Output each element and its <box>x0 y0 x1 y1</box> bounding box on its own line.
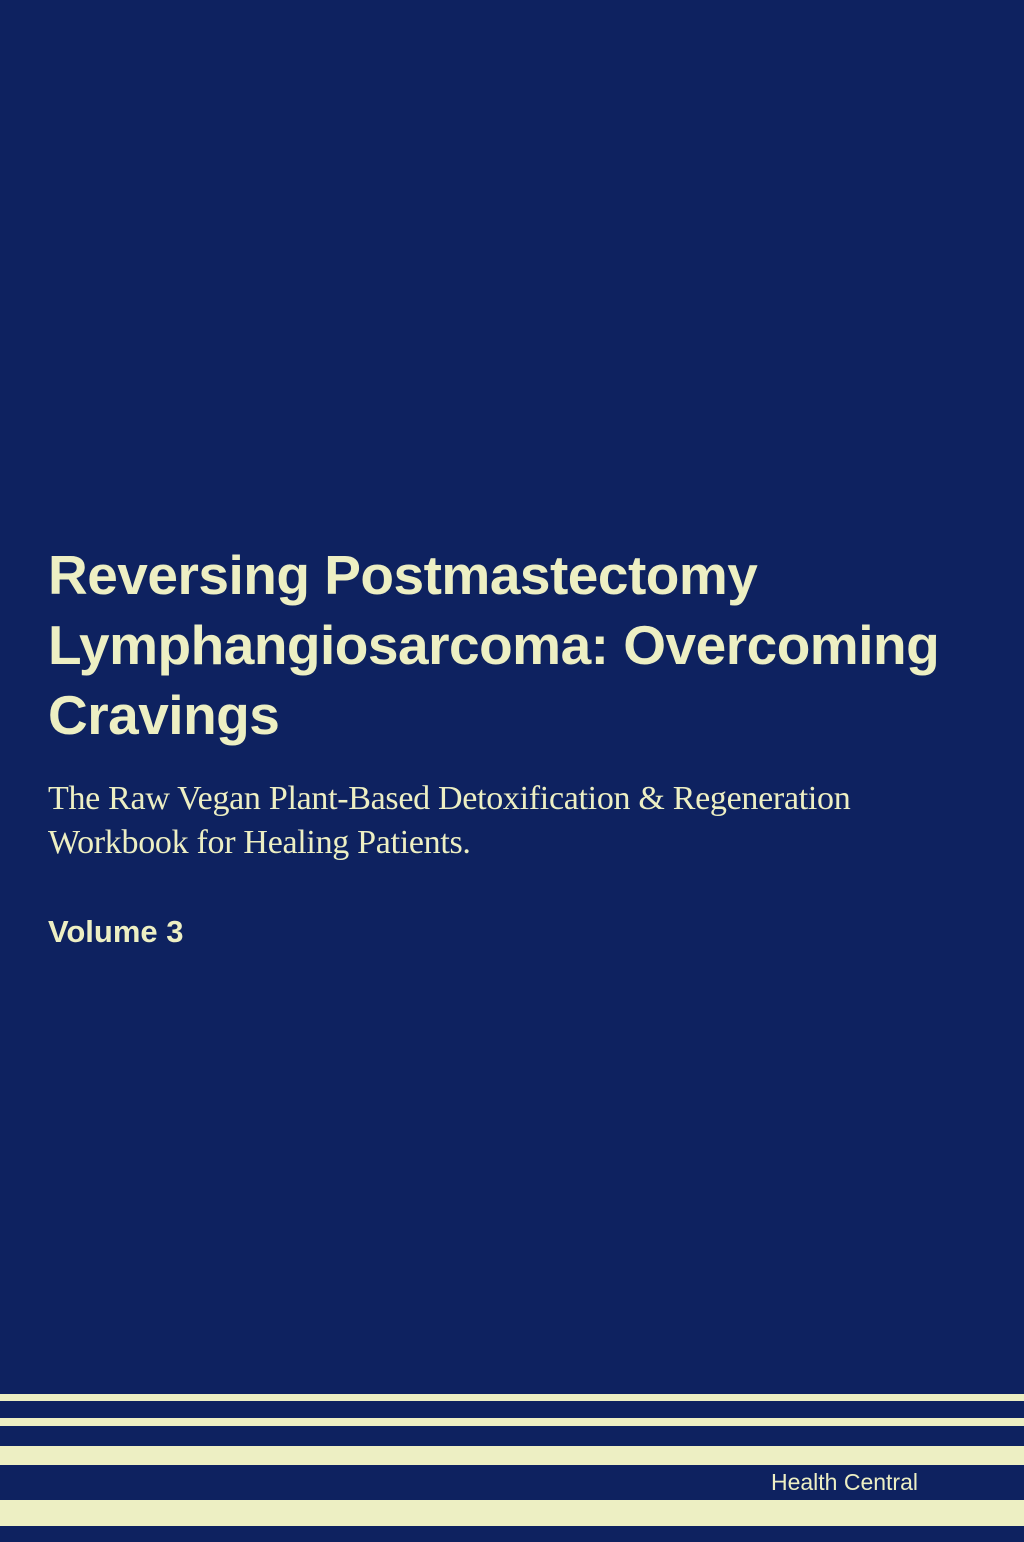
footer-stripe <box>0 1426 1024 1446</box>
book-title-line-3: Cravings <box>48 684 280 746</box>
footer-stripe <box>0 1394 1024 1401</box>
footer-stripe <box>0 1526 1024 1542</box>
footer-stripe <box>0 1418 1024 1426</box>
footer-stripe <box>0 1401 1024 1418</box>
publisher-name: Health Central <box>770 1469 918 1495</box>
book-title-line-1: Reversing Postmastectomy <box>48 544 758 606</box>
book-subtitle-line-1: The Raw Vegan Plant-Based Detoxification & Regeneration <box>48 780 851 817</box>
footer-stripe <box>0 1446 1024 1465</box>
footer-stripe <box>0 1500 1024 1526</box>
volume-label: Volume 3 <box>48 914 184 949</box>
book-subtitle-line-2: Workbook for Healing Patients. <box>48 824 471 861</box>
publisher-band <box>0 1465 1024 1500</box>
book-subtitle <box>48 777 988 865</box>
cover-text-block <box>48 540 988 949</box>
footer-stripes <box>0 1394 1024 1542</box>
book-title <box>48 540 988 750</box>
book-title-line-2: Lymphangiosarcoma: Overcoming <box>48 614 940 676</box>
